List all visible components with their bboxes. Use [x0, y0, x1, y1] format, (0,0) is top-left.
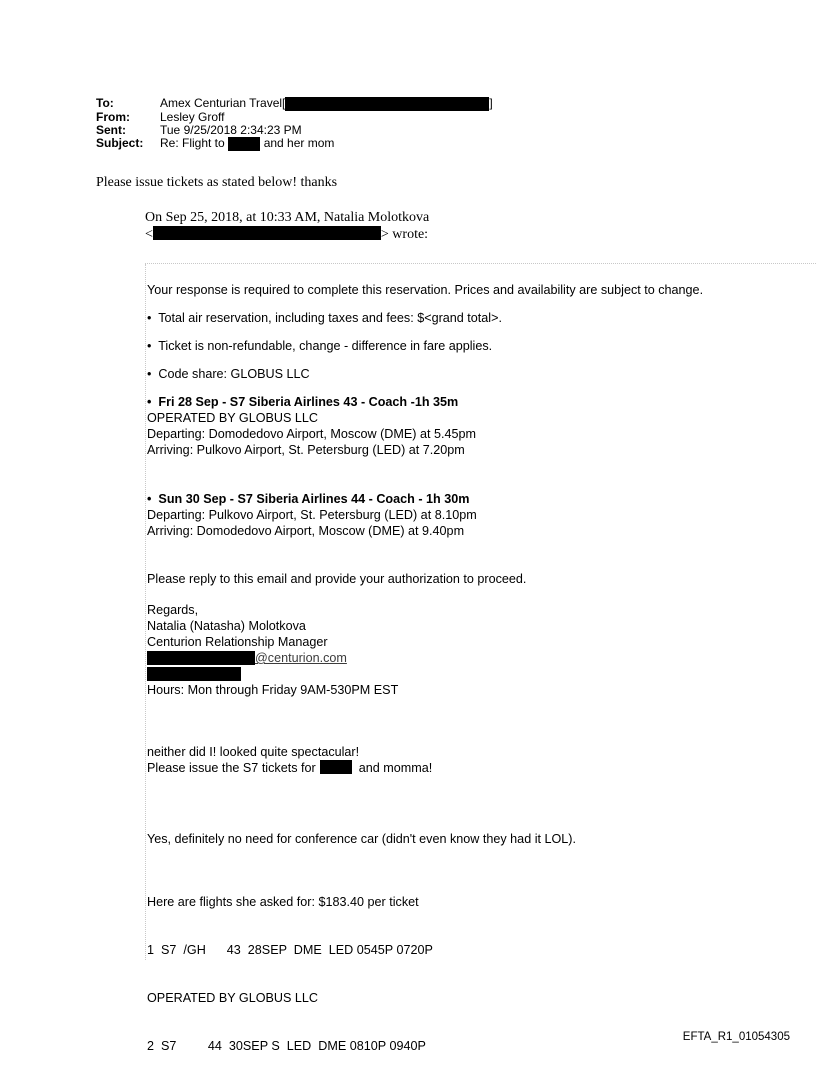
email-header [96, 97, 493, 151]
reply-1-line2-prefix: Please issue the S7 tickets for [147, 761, 316, 775]
quoted-header-line1: On Sep 25, 2018, at 10:33 AM, Natalia Molotkova [145, 210, 430, 225]
to-value: Amex Centurian Travel[ [160, 96, 286, 110]
redaction-box [228, 137, 260, 151]
bullet-icon: • [147, 339, 152, 353]
reply-request: Please reply to this email and provide your authorization to proceed. [147, 572, 527, 586]
bullet-text: Code share: GLOBUS LLC [158, 367, 310, 381]
quoted-header [145, 210, 429, 243]
reply-1-line2-suffix: and momma! [358, 761, 433, 775]
sent-label: Sent: [96, 123, 126, 137]
signature-regards: Regards, [147, 603, 199, 617]
flight-2-title [147, 491, 807, 507]
itinerary-line2: OPERATED BY GLOBUS LLC [147, 991, 319, 1005]
flight-1-operated: OPERATED BY GLOBUS LLC [147, 411, 319, 425]
bullet-item [147, 310, 807, 326]
bullet-text: Total air reservation, including taxes and fees: $<grand total>. [158, 311, 502, 325]
to-row [96, 97, 493, 111]
reply-1-line2 [147, 760, 807, 776]
flight-1-arriving: Arriving: Pulkovo Airport, St. Petersburg (LED) at 7.20pm [147, 443, 465, 457]
quote-border-left [145, 264, 146, 960]
signature [147, 602, 807, 698]
bullet-item [147, 338, 807, 354]
redaction-box [147, 667, 241, 681]
bullet-icon: • [147, 311, 152, 325]
quoted-header-line2 [145, 226, 429, 243]
bullet-icon: • [147, 367, 152, 381]
reply-2: Yes, definitely no need for conference car (didn't even know they had it LOL). [147, 832, 576, 846]
bullet-item [147, 366, 807, 382]
top-message: Please issue tickets as stated below! thanks [96, 175, 338, 190]
sent-value: Tue 9/25/2018 2:34:23 PM [160, 123, 302, 137]
subject-label: Subject: [96, 136, 144, 150]
document-id: EFTA_R1_01054305 [682, 1031, 790, 1043]
signature-phone-row [147, 666, 807, 682]
flight-1 [147, 394, 807, 458]
redaction-box [153, 226, 381, 240]
signature-email-row [147, 650, 807, 666]
quoted-header-wrote: > wrote: [380, 227, 429, 242]
signature-name: Natalia (Natasha) Molotkova [147, 619, 306, 633]
quote-border-top [145, 263, 816, 264]
flight-1-departing: Departing: Domodedovo Airport, Moscow (DME) at 5.45pm [147, 427, 476, 441]
quoted-body [147, 282, 807, 1086]
flight-2-departing: Departing: Pulkovo Airport, St. Petersburg (LED) at 8.10pm [147, 508, 477, 522]
itinerary-intro: Here are flights she asked for: $183.40 per ticket [147, 895, 419, 909]
reply-1 [147, 744, 807, 776]
from-label: From: [96, 110, 130, 124]
flight-1-title [147, 394, 807, 410]
subject-row [96, 137, 493, 151]
signature-hours: Hours: Mon through Friday 9AM-530PM EST [147, 683, 399, 697]
signature-title: Centurion Relationship Manager [147, 635, 328, 649]
bullet-text: Ticket is non-refundable, change - difference in fare applies. [158, 339, 493, 353]
redaction-box [285, 97, 489, 111]
itinerary-line3: 2 S7 44 30SEP S LED DME 0810P 0940P [147, 1039, 426, 1053]
signature-email-link[interactable]: @centurion.com [255, 651, 347, 665]
quoted-header-open-bracket: < [145, 227, 153, 242]
itinerary-line1: 1 S7 /GH 43 28SEP DME LED 0545P 0720P [147, 943, 433, 957]
flight-2-title-text: Sun 30 Sep - S7 Siberia Airlines 44 - Coach - 1h 30m [158, 492, 470, 506]
reply-1-line1: neither did I! looked quite spectacular! [147, 745, 360, 759]
flight-2 [147, 491, 807, 539]
intro-text: Your response is required to complete this reservation. Prices and availability are subject to change. [147, 283, 704, 297]
bullet-icon: • [147, 492, 152, 506]
subject-suffix: and her mom [263, 136, 335, 150]
bullet-icon: • [147, 395, 152, 409]
itinerary [147, 862, 807, 1086]
redaction-box [320, 760, 352, 774]
to-label: To: [96, 96, 114, 110]
from-value: Lesley Groff [160, 110, 225, 124]
flight-1-title-text: Fri 28 Sep - S7 Siberia Airlines 43 - Coach -1h 35m [158, 395, 459, 409]
to-suffix: ] [489, 96, 493, 110]
flight-2-arriving: Arriving: Domodedovo Airport, Moscow (DME) at 9.40pm [147, 524, 465, 538]
redaction-box [147, 651, 255, 665]
subject-prefix: Re: Flight to [160, 136, 225, 150]
